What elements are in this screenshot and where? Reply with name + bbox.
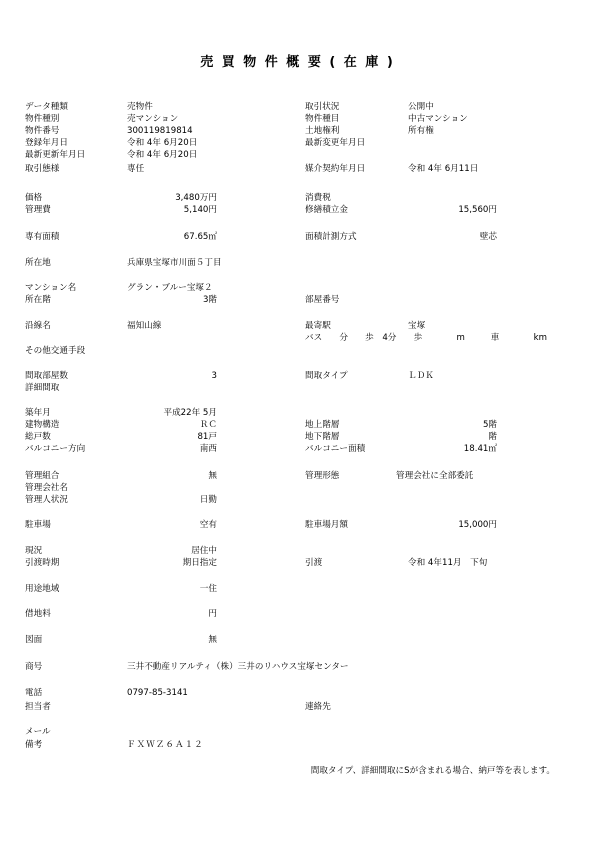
floorplan-label: 図面 — [25, 635, 43, 645]
handover-timing-label: 引渡時期 — [25, 558, 60, 568]
floor-label: 所在階 — [25, 295, 51, 305]
mgmt-form-value: 管理会社に全部委託 — [396, 471, 474, 481]
zoning-value: 一住 — [199, 584, 217, 594]
parking-label: 駐車場 — [25, 520, 51, 530]
layout-type-label: 間取タイプ — [305, 371, 348, 381]
manager-status-value: 日勤 — [199, 495, 217, 505]
mgmt-company-label: 管理会社名 — [25, 483, 68, 493]
updated-value: 令和 4年 6月20日 — [127, 150, 198, 160]
rooms-value: 3 — [211, 371, 217, 381]
mgmt-union-value: 無 — [208, 471, 217, 481]
location-label: 所在地 — [25, 258, 51, 268]
current-label: 現況 — [25, 546, 43, 556]
layout-type-value: ＬＤＫ — [408, 371, 434, 381]
rooms-label: 間取部屋数 — [25, 371, 68, 381]
handover-value: 令和 4年11月 下旬 — [408, 558, 488, 568]
broker-contract-value: 令和 4年 6月11日 — [408, 164, 479, 174]
land-right-label: 土地権利 — [305, 126, 340, 136]
mail-label: メール — [25, 727, 51, 737]
land-rent-value: 円 — [208, 609, 217, 619]
trade-name-value: 三井不動産リアルティ（株）三井のリハウス宝塚センター — [127, 662, 349, 672]
contact-label: 連絡先 — [305, 702, 331, 712]
underground-value: 階 — [488, 432, 497, 442]
remarks-label: 備考 — [25, 740, 43, 750]
remarks-value: ＦＸＷＺ６Ａ１２ — [127, 740, 204, 750]
area-method-label: 面積計測方式 — [305, 232, 357, 242]
built-value: 平成22年 5月 — [163, 408, 217, 418]
trade-mode-value: 専任 — [127, 164, 145, 174]
built-label: 築年月 — [25, 408, 51, 418]
registered-label: 登録年月日 — [25, 138, 68, 148]
price-label: 価格 — [25, 193, 43, 203]
zoning-label: 用途地域 — [25, 584, 60, 594]
ground-floors-label: 地上階層 — [305, 420, 340, 430]
updated-label: 最新更新年月日 — [25, 150, 86, 160]
property-item-value: 中古マンション — [408, 114, 468, 124]
tax-label: 消費税 — [305, 193, 331, 203]
line-label: 沿線名 — [25, 321, 51, 331]
property-no-label: 物件番号 — [25, 126, 60, 136]
trade-name-label: 商号 — [25, 662, 43, 672]
property-type-value: 売マンション — [127, 114, 179, 124]
data-type-value: 売物件 — [127, 102, 153, 112]
room-no-label: 部屋番号 — [305, 295, 340, 305]
station-value: 宝塚 — [408, 321, 426, 331]
land-right-value: 所有権 — [408, 126, 434, 136]
property-no-value: 300119819814 — [127, 126, 193, 136]
location-value: 兵庫県宝塚市川面５丁目 — [127, 258, 222, 268]
mansion-name-label: マンション名 — [25, 283, 77, 293]
total-units-value: 81戸 — [197, 432, 217, 442]
phone-label: 電話 — [25, 688, 43, 698]
structure-value: ＲＣ — [199, 420, 217, 430]
manager-status-label: 管理人状況 — [25, 495, 68, 505]
layout-detail-label: 詳細間取 — [25, 383, 60, 393]
exclusive-area-label: 専有面積 — [25, 232, 60, 242]
parking-fee-value: 15,000円 — [458, 520, 497, 530]
other-transport-label: その他交通手段 — [25, 346, 86, 356]
station-label: 最寄駅 — [305, 321, 331, 331]
registered-value: 令和 4年 6月20日 — [127, 138, 198, 148]
balcony-area-label: バルコニー面積 — [305, 444, 366, 454]
property-item-label: 物件種目 — [305, 114, 340, 124]
underground-label: 地下階層 — [305, 432, 340, 442]
repair-fund-label: 修繕積立金 — [305, 205, 348, 215]
repair-fund-value: 15,560円 — [458, 205, 497, 215]
current-value: 居住中 — [191, 546, 217, 556]
floorplan-value: 無 — [208, 635, 217, 645]
line-value: 福知山線 — [127, 321, 162, 331]
ground-floors-value: 5階 — [482, 420, 497, 430]
handover-label: 引渡 — [305, 558, 323, 568]
mansion-name-value: グラン・ブルー宝塚２ — [127, 283, 213, 293]
bus-walk-label: バス 分 歩 4分 歩 m 車 km — [305, 333, 548, 343]
page-title: 売 買 物 件 概 要 ( 在 庫 ) — [200, 55, 395, 70]
exclusive-area-value: 67.65㎡ — [183, 232, 217, 242]
last-change-label: 最新変更年月日 — [305, 138, 366, 148]
price-value: 3,480万円 — [175, 193, 217, 203]
balcony-dir-label: バルコニー方向 — [25, 444, 86, 454]
trade-status-value: 公開中 — [408, 102, 434, 112]
area-method-value: 壁芯 — [479, 232, 497, 242]
total-units-label: 総戸数 — [25, 432, 51, 442]
trade-mode-label: 取引態様 — [25, 164, 60, 174]
footnote: 間取タイプ、詳細間取にSが含まれる場合、納戸等を表します。 — [310, 766, 555, 776]
data-type-label: データ種類 — [25, 102, 68, 112]
broker-contract-label: 媒介契約年月日 — [305, 164, 366, 174]
parking-fee-label: 駐車場月額 — [305, 520, 348, 530]
trade-status-label: 取引状況 — [305, 102, 340, 112]
phone-value: 0797-85-3141 — [127, 688, 188, 698]
parking-value: 空有 — [199, 520, 217, 530]
mgmt-fee-label: 管理費 — [25, 205, 51, 215]
structure-label: 建物構造 — [25, 420, 60, 430]
mgmt-fee-value: 5,140円 — [183, 205, 217, 215]
land-rent-label: 借地料 — [25, 609, 51, 619]
balcony-dir-value: 南西 — [199, 444, 217, 454]
handover-timing-value: 期日指定 — [182, 558, 217, 568]
floor-value: 3階 — [202, 295, 217, 305]
mgmt-union-label: 管理組合 — [25, 471, 60, 481]
person-label: 担当者 — [25, 702, 51, 712]
balcony-area-value: 18.41㎡ — [463, 444, 497, 454]
property-type-label: 物件種別 — [25, 114, 60, 124]
mgmt-form-label: 管理形態 — [305, 471, 340, 481]
